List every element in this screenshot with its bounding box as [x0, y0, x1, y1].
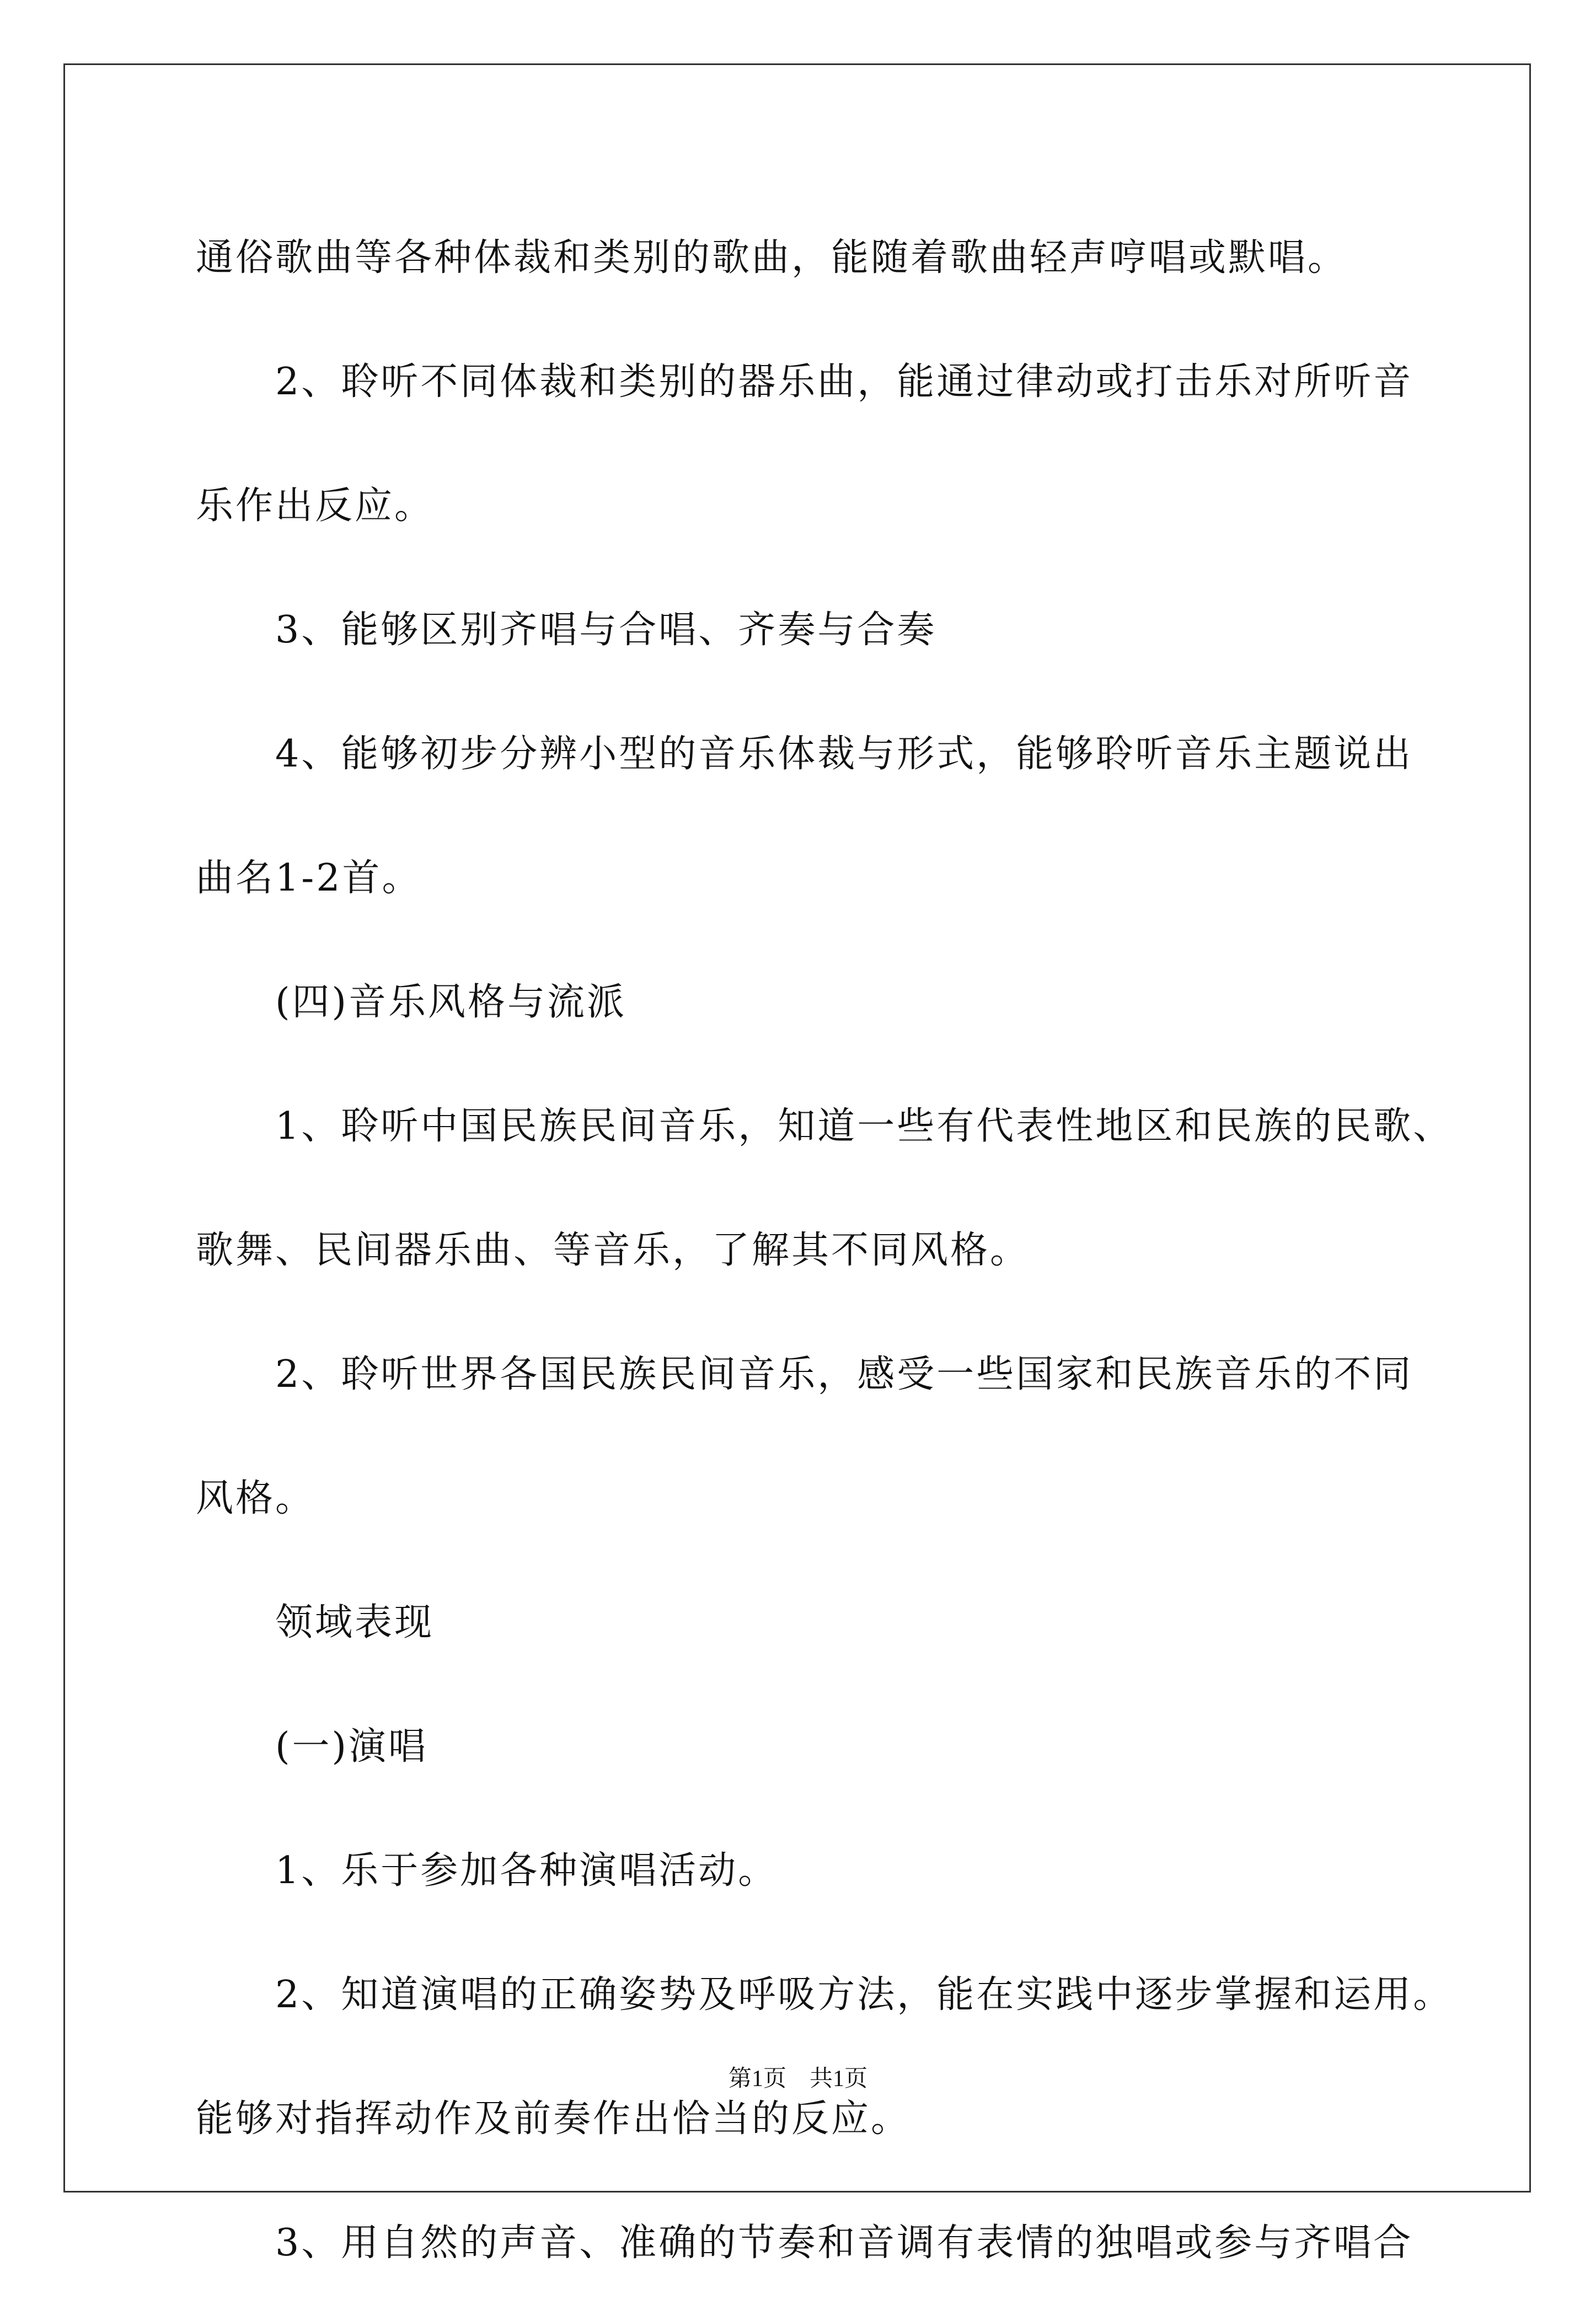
text-line: 4、能够初步分辨小型的音乐体裁与形式，能够聆听音乐主题说出 [275, 732, 1413, 776]
text-line: 曲名1-2首。 [196, 856, 422, 900]
page-footer [0, 2065, 1596, 2093]
text-line: 歌舞、民间器乐曲、等音乐，了解其不同风格。 [196, 1229, 1030, 1272]
document-body [196, 196, 1453, 2305]
text-line: 通俗歌曲等各种体裁和类别的歌曲，能随着歌曲轻声哼唱或默唱。 [196, 236, 1348, 280]
section-heading: 领域表现 [275, 1601, 435, 1644]
text-line: 2、知道演唱的正确姿势及呼吸方法，能在实践中逐步掌握和运用。 [275, 1973, 1453, 2017]
page-number-label: 第1页 共1页 [728, 2066, 867, 2092]
text-line: 1、乐于参加各种演唱活动。 [275, 1849, 778, 1893]
text-line: 风格。 [196, 1477, 315, 1520]
text-line: 2、聆听不同体裁和类别的器乐曲，能通过律动或打击乐对所听音 [275, 360, 1413, 404]
text-line: 1、聆听中国民族民间音乐，知道一些有代表性地区和民族的民歌、 [275, 1105, 1453, 1148]
text-line: 3、能够区别齐唱与合唱、齐奏与合奏 [275, 608, 937, 652]
section-heading: (一)演唱 [275, 1725, 429, 1768]
text-line: 能够对指挥动作及前奏作出恰当的反应。 [196, 2097, 911, 2141]
text-line: 乐作出反应。 [196, 484, 435, 528]
text-line: 2、聆听世界各国民族民间音乐，感受一些国家和民族音乐的不同 [275, 1353, 1413, 1396]
text-line: 3、用自然的声音、准确的节奏和音调有表情的独唱或参与齐唱合 [275, 2221, 1413, 2265]
section-heading: (四)音乐风格与流派 [275, 980, 627, 1024]
